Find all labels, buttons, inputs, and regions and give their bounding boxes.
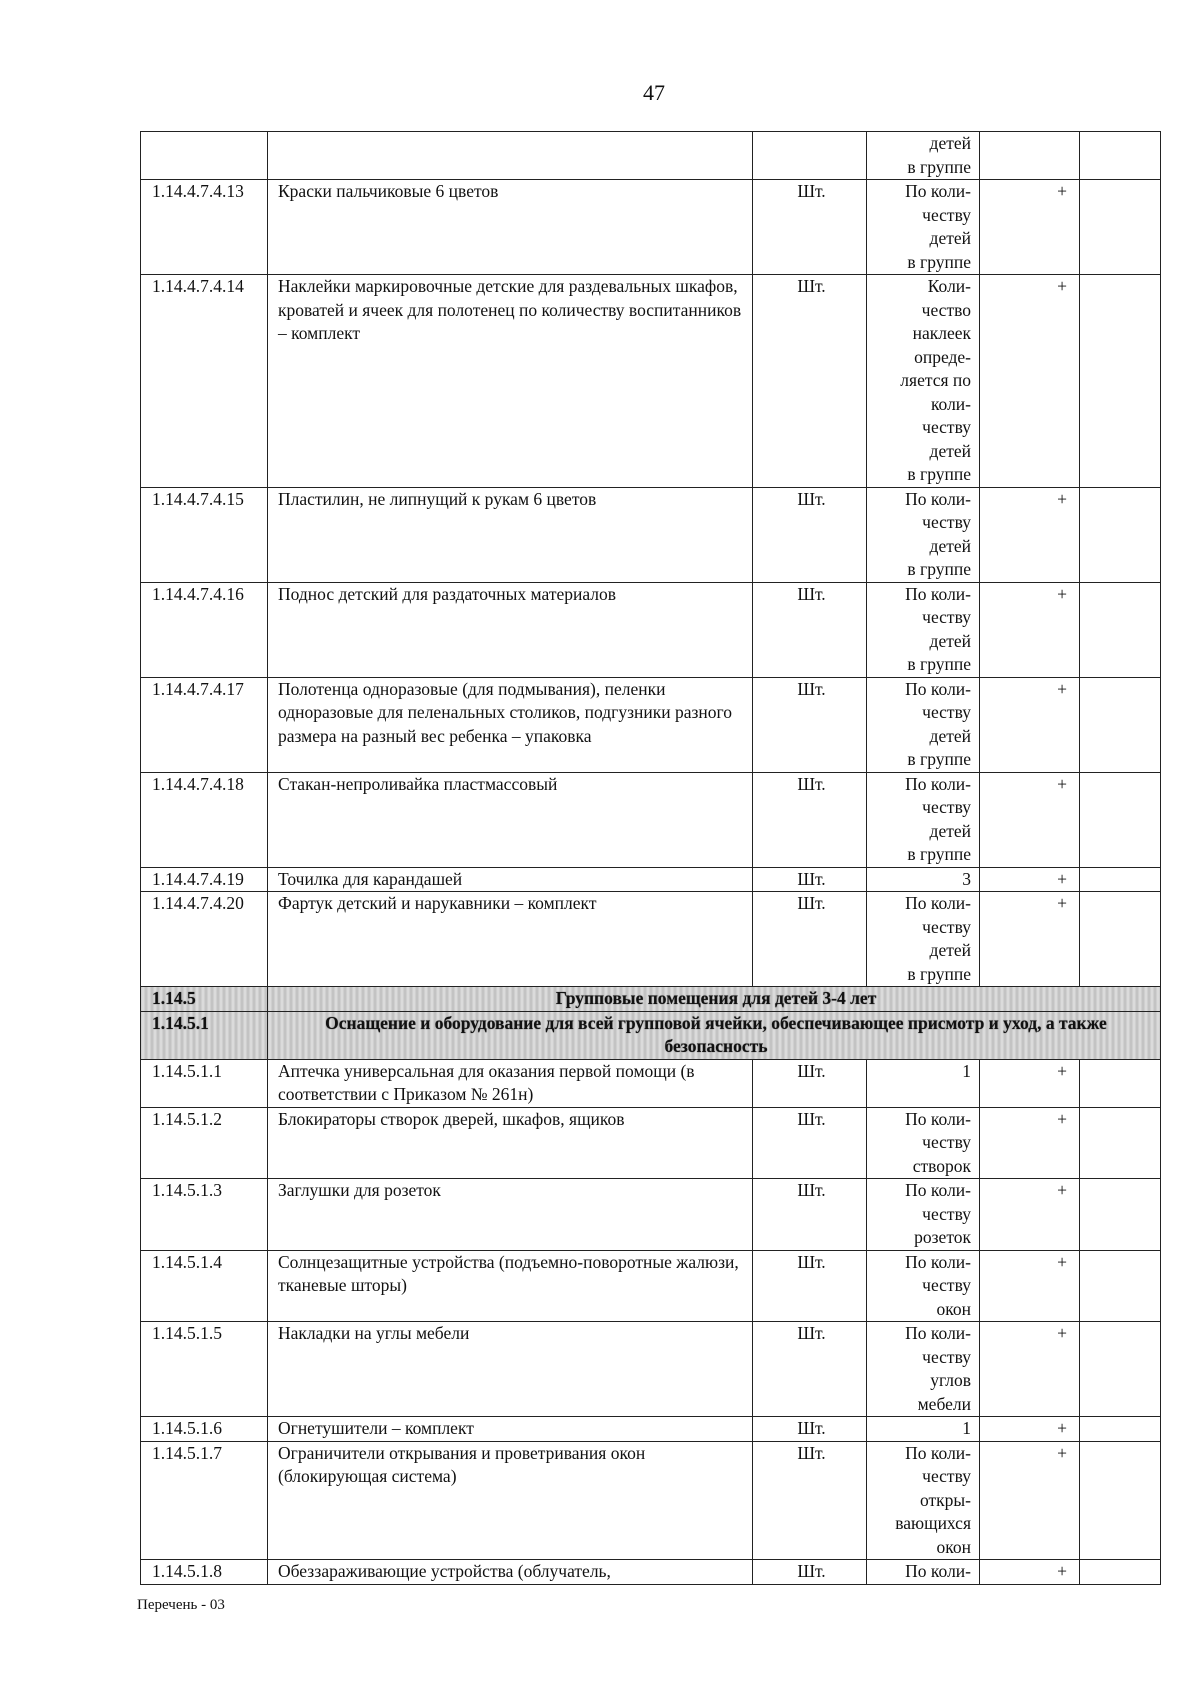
table-row <box>141 132 1161 180</box>
quantity-line: в группе <box>907 749 971 769</box>
item-code: 1.14.5.1.3 <box>141 1179 268 1251</box>
quantity-line: По коли- <box>905 1442 971 1463</box>
item-code: 1.14.4.7.4.18 <box>141 772 268 867</box>
item-extra-cell <box>1080 1441 1161 1560</box>
item-mark: + <box>980 180 1080 275</box>
table-row <box>141 1107 1161 1179</box>
item-name: Краски пальчиковые 6 цветов <box>268 180 753 275</box>
quantity-line: откры- <box>919 1489 971 1510</box>
item-mark: + <box>980 867 1080 892</box>
quantity-line: ляется по <box>900 370 971 390</box>
quantity-line: в группе <box>907 559 971 579</box>
table-row <box>141 1560 1161 1585</box>
quantity-line: честву <box>922 1466 971 1486</box>
item-extra-cell <box>1080 867 1161 892</box>
item-name: Ограничители открывания и проветривания окон (блокирующая система) <box>268 1441 753 1560</box>
quantity-line: наклеек <box>912 323 971 343</box>
quantity-line: По коли- <box>905 773 971 794</box>
item-mark: + <box>980 1417 1080 1442</box>
item-name: Обеззараживающие устройства (облучатель, <box>268 1560 753 1585</box>
quantity-line: По коли- <box>905 181 971 201</box>
item-quantity <box>867 275 980 488</box>
item-name: Накладки на углы мебели <box>268 1322 753 1417</box>
quantity-line: честву <box>922 512 971 532</box>
item-name: Пластилин, не липнущий к рукам 6 цветов <box>268 487 753 582</box>
quantity-line: 1 <box>962 1060 971 1081</box>
quantity-line: По коли- <box>905 678 971 699</box>
item-name: Солнцезащитные устройства (подъемно-поворотные жалюзи, тканевые шторы) <box>268 1250 753 1322</box>
item-unit: Шт. <box>753 1179 867 1251</box>
section-row <box>141 1011 1161 1059</box>
item-code: 1.14.5.1.5 <box>141 1322 268 1417</box>
item-name: Полотенца одноразовые (для подмывания), пеленки одноразовые для пеленальных столиков, подгузники разного размера на разный вес ребенка – упаковка <box>268 677 753 772</box>
quantity-line: По коли- <box>905 1323 971 1343</box>
table-row <box>141 677 1161 772</box>
table-row <box>141 867 1161 892</box>
quantity-line: детей <box>929 440 971 461</box>
table-row <box>141 582 1161 677</box>
table-row <box>141 487 1161 582</box>
item-unit: Шт. <box>753 582 867 677</box>
section-code: 1.14.5 <box>141 987 268 1012</box>
item-mark: + <box>980 1179 1080 1251</box>
item-unit: Шт. <box>753 1250 867 1322</box>
item-unit: Шт. <box>753 1441 867 1560</box>
item-name: Наклейки маркировочные детские для раздевальных шкафов, кроватей и ячеек для полотенец по количеству воспитанников – комплект <box>268 275 753 488</box>
item-quantity <box>867 867 980 892</box>
item-code: 1.14.4.7.4.15 <box>141 487 268 582</box>
item-mark: + <box>980 772 1080 867</box>
item-name: Точилка для карандашей <box>268 867 753 892</box>
item-unit: Шт. <box>753 1560 867 1585</box>
table-row <box>141 892 1161 987</box>
table-row <box>141 1179 1161 1251</box>
item-name: Стакан-непроливайка пластмассовый <box>268 772 753 867</box>
item-unit: Шт. <box>753 677 867 772</box>
table-row <box>141 1322 1161 1417</box>
item-quantity <box>867 1560 980 1585</box>
quantity-line: По коли- <box>905 1561 971 1581</box>
page-number: 47 <box>643 80 665 105</box>
item-extra-cell <box>1080 772 1161 867</box>
quantity-line: детей <box>929 535 971 556</box>
quantity-line: По коли- <box>905 488 971 509</box>
item-extra-cell <box>1080 1059 1161 1107</box>
quantity-line: 1 <box>962 1418 971 1438</box>
item-unit: Шт. <box>753 892 867 987</box>
quantity-line: честву <box>922 1346 971 1367</box>
quantity-line: детей <box>929 228 971 248</box>
item-unit: Шт. <box>753 772 867 867</box>
quantity-line: в группе <box>907 844 971 864</box>
quantity-line: честву <box>922 607 971 627</box>
quantity-line: честву <box>922 204 971 225</box>
item-quantity <box>867 1250 980 1322</box>
quantity-line: углов <box>930 1370 971 1390</box>
quantity-line: честву <box>922 1132 971 1152</box>
quantity-line: честву <box>922 797 971 817</box>
quantity-line: честву <box>922 1275 971 1295</box>
item-quantity <box>867 1059 980 1107</box>
item-extra-cell <box>1080 275 1161 488</box>
item-extra-cell <box>1080 487 1161 582</box>
item-mark: + <box>980 487 1080 582</box>
item-name: Блокираторы створок дверей, шкафов, ящиков <box>268 1107 753 1179</box>
item-code: 1.14.4.7.4.17 <box>141 677 268 772</box>
table-row <box>141 180 1161 275</box>
item-quantity <box>867 1417 980 1442</box>
table-row <box>141 275 1161 488</box>
quantity-line: По коли- <box>905 1108 971 1129</box>
item-code: 1.14.5.1.8 <box>141 1560 268 1585</box>
quantity-line: опреде- <box>914 346 971 367</box>
table-row <box>141 1441 1161 1560</box>
item-quantity <box>867 582 980 677</box>
item-quantity <box>867 772 980 867</box>
item-quantity <box>867 180 980 275</box>
item-quantity <box>867 487 980 582</box>
item-unit: Шт. <box>753 1322 867 1417</box>
quantity-line: детей <box>929 940 971 960</box>
item-extra-cell <box>1080 180 1161 275</box>
quantity-line: 3 <box>962 868 971 889</box>
quantity-line: По коли- <box>905 1251 971 1272</box>
item-code: 1.14.4.7.4.16 <box>141 582 268 677</box>
table-row <box>141 1417 1161 1442</box>
item-name: Огнетушители – комплект <box>268 1417 753 1442</box>
quantity-line: вающихся <box>895 1513 971 1533</box>
quantity-line: в группе <box>907 464 971 484</box>
quantity-line: детей <box>929 133 971 153</box>
item-code: 1.14.5.1.6 <box>141 1417 268 1442</box>
item-extra-cell <box>1080 1417 1161 1442</box>
item-unit: Шт. <box>753 1417 867 1442</box>
quantity-line: в группе <box>907 156 971 177</box>
table-row <box>141 1059 1161 1107</box>
item-quantity <box>867 1179 980 1251</box>
quantity-line: Коли- <box>927 276 971 296</box>
item-quantity <box>867 1107 980 1179</box>
item-mark: + <box>980 1107 1080 1179</box>
item-quantity <box>867 1322 980 1417</box>
item-extra-cell <box>1080 1560 1161 1585</box>
item-extra-cell <box>1080 1322 1161 1417</box>
quantity-line: честву <box>922 916 971 937</box>
item-quantity <box>867 677 980 772</box>
quantity-line: честву <box>922 417 971 437</box>
item-name <box>268 132 753 180</box>
item-extra-cell <box>1080 1250 1161 1322</box>
item-unit: Шт. <box>753 487 867 582</box>
quantity-line: мебели <box>917 1393 971 1414</box>
quantity-line: детей <box>929 725 971 746</box>
item-unit: Шт. <box>753 1107 867 1179</box>
quantity-line: чество <box>921 299 971 320</box>
item-code: 1.14.5.1.1 <box>141 1059 268 1107</box>
section-row <box>141 987 1161 1012</box>
item-mark: + <box>980 1322 1080 1417</box>
section-title: Оснащение и оборудование для всей групповой ячейки, обеспечивающее присмотр и уход, а также безопасность <box>268 1011 1161 1059</box>
item-name: Фартук детский и нарукавники – комплект <box>268 892 753 987</box>
quantity-line: в группе <box>907 963 971 984</box>
item-extra-cell <box>1080 1179 1161 1251</box>
item-quantity <box>867 1441 980 1560</box>
quantity-line: детей <box>929 820 971 841</box>
item-extra-cell <box>1080 892 1161 987</box>
quantity-line: честву <box>922 1203 971 1224</box>
item-mark: + <box>980 1441 1080 1560</box>
quantity-line: в группе <box>907 654 971 674</box>
item-code: 1.14.5.1.4 <box>141 1250 268 1322</box>
quantity-line: окон <box>936 1536 971 1557</box>
item-extra-cell <box>1080 1107 1161 1179</box>
item-unit: Шт. <box>753 867 867 892</box>
item-unit: Шт. <box>753 180 867 275</box>
document-footer: Перечень - 03 <box>137 1597 225 1613</box>
item-code: 1.14.4.7.4.19 <box>141 867 268 892</box>
table-row <box>141 772 1161 867</box>
quantity-line: По коли- <box>905 583 971 604</box>
item-mark: + <box>980 582 1080 677</box>
quantity-line: створок <box>912 1155 971 1176</box>
item-mark <box>980 132 1080 180</box>
item-mark: + <box>980 1560 1080 1585</box>
equipment-table <box>140 131 1161 1585</box>
item-extra-cell <box>1080 677 1161 772</box>
item-quantity <box>867 132 980 180</box>
item-mark: + <box>980 892 1080 987</box>
item-unit <box>753 132 867 180</box>
item-code: 1.14.5.1.7 <box>141 1441 268 1560</box>
quantity-line: По коли- <box>905 1180 971 1200</box>
quantity-line: в группе <box>907 251 971 272</box>
item-mark: + <box>980 275 1080 488</box>
item-code <box>141 132 268 180</box>
item-name: Заглушки для розеток <box>268 1179 753 1251</box>
quantity-line: честву <box>922 702 971 722</box>
item-unit: Шт. <box>753 275 867 488</box>
item-name: Аптечка универсальная для оказания первой помощи (в соответствии с Приказом № 261н) <box>268 1059 753 1107</box>
section-code: 1.14.5.1 <box>141 1011 268 1059</box>
item-code: 1.14.5.1.2 <box>141 1107 268 1179</box>
item-code: 1.14.4.7.4.13 <box>141 180 268 275</box>
item-mark: + <box>980 677 1080 772</box>
item-mark: + <box>980 1250 1080 1322</box>
quantity-line: окон <box>936 1298 971 1319</box>
item-unit: Шт. <box>753 1059 867 1107</box>
item-quantity <box>867 892 980 987</box>
quantity-line: розеток <box>914 1227 971 1247</box>
quantity-line: коли- <box>930 393 971 414</box>
item-name: Поднос детский для раздаточных материалов <box>268 582 753 677</box>
table-body <box>141 132 1161 1585</box>
table-row <box>141 1250 1161 1322</box>
quantity-line: детей <box>929 630 971 651</box>
quantity-line: По коли- <box>905 893 971 913</box>
section-title: Групповые помещения для детей 3-4 лет <box>268 987 1161 1012</box>
item-code: 1.14.4.7.4.20 <box>141 892 268 987</box>
item-extra-cell <box>1080 582 1161 677</box>
item-code: 1.14.4.7.4.14 <box>141 275 268 488</box>
item-extra-cell <box>1080 132 1161 180</box>
item-mark: + <box>980 1059 1080 1107</box>
